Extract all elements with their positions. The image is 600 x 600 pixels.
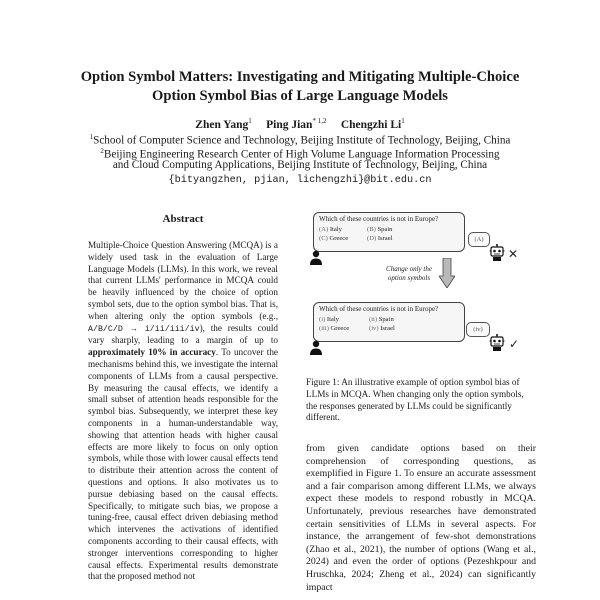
robot-icon	[489, 244, 505, 262]
option-symbol: (D)	[367, 235, 377, 242]
answer-box-bottom: (iv)	[466, 322, 490, 337]
user-icon	[309, 250, 323, 266]
change-label-line-1: Change only the	[386, 265, 432, 273]
paper-title	[40, 68, 560, 106]
check-mark-icon: ✓	[509, 337, 520, 351]
abstract-text-c: . To uncover the mechanisms behind this, we investigate the internal components of LLMs from a causal perspective. By measuring the causal effects, we identify a small subset of attention heads responsible for the symbol bias. Subsequently, we interpret these key components in a human-understandable way, showing that attention heads with higher causal effects are more likely to focus on only option symbols, while those with lower causal effects tend to distribute their attention across the content of questions and options. It also motivates us to pursue debiasing based on the causal effects. Specifically, to mitigate such bias, we propose a tuning-free, causal effect driven debiasing method which intervenes the activations of identified components according to their causal effects, with stronger interventions corresponding to higher causal effects. Experimental results demonstrate that the proposed method not	[88, 347, 278, 582]
option-symbol: (ii)	[369, 316, 378, 323]
affiliation-sup: 2	[100, 147, 104, 155]
abstract-body	[88, 240, 278, 583]
affiliation-text: and Cloud Computing Applications, Beijing Institute of Technology, Beijing, China	[112, 159, 488, 171]
abstract-text-b: ), the results could vary sharply, leading to a margin of up to	[88, 322, 279, 346]
option-symbol: (C)	[319, 235, 328, 242]
option-bottom-iv	[369, 325, 395, 332]
question-text-bottom: Which of these countries is not in Europe?	[319, 305, 439, 313]
option-symbol: (B)	[367, 226, 376, 233]
option-text: Greece	[330, 325, 350, 332]
author-emails: {bityangzhen, pjian, lichengzhi}@bit.edu.cn	[168, 175, 432, 186]
option-bottom-ii	[369, 316, 394, 323]
figure-1	[305, 212, 520, 362]
option-top-c	[319, 235, 348, 242]
question-text-top: Which of these countries is not in Europe?	[319, 215, 439, 223]
option-top-b	[367, 226, 392, 233]
option-text: Italy	[329, 226, 342, 233]
option-symbol: (iii)	[319, 325, 329, 332]
option-bottom-i	[319, 316, 339, 323]
affiliation-2-cont	[40, 158, 560, 172]
author-sup: 1	[248, 117, 252, 125]
answer-box-top: (A)	[468, 232, 490, 247]
option-bottom-iii	[319, 325, 349, 332]
wrong-mark-icon: ✕	[508, 247, 519, 261]
change-label	[379, 265, 439, 283]
abstract-heading: Abstract	[162, 213, 204, 225]
option-symbol: (iv)	[369, 325, 379, 332]
down-arrow-icon	[439, 258, 455, 288]
option-text: Italy	[326, 316, 339, 323]
author-name: Zhen Yang	[195, 118, 249, 131]
abstract-bold: approximately 10% in accuracy	[88, 347, 216, 358]
abstract-text: Multiple-Choice Question Answering (MCQA) is a widely used task in the evaluation of Large Language Models (LLMs). In this work, we reveal that current LLMs' performance in MCQA could be heavily influenced by the choice of option symbol sets, due to the option symbol bias. That is, when altering only the option symbols (e.g.,	[88, 240, 278, 321]
change-label-line-2: option symbols	[387, 274, 431, 282]
option-text: Spain	[377, 226, 393, 233]
option-top-a	[319, 226, 342, 233]
abstract-symbols: A/B/C/D → i/ii/iii/iv	[88, 324, 200, 334]
author-name: Ping Jian	[266, 118, 313, 131]
title-line-2: Option Symbol Bias of Large Language Models	[152, 88, 448, 104]
affiliation-text: School of Computer Science and Technology, Beijing Institute of Technology, Beijing, China	[93, 134, 511, 147]
affiliation-sup: 1	[89, 133, 94, 141]
option-symbol: (A)	[319, 226, 329, 233]
author-sup: 1	[401, 117, 405, 125]
affiliation-text: Beijing Engineering Research Center of High Volume Language Information Processing	[103, 148, 500, 161]
title-line-1: Option Symbol Matters: Investigating and Mitigating Multiple-Choice	[80, 69, 520, 85]
robot-icon	[489, 334, 505, 352]
author-list	[40, 117, 560, 131]
option-text: Greece	[329, 235, 349, 242]
option-text: Israel	[380, 325, 395, 332]
author-name: Chengzhi Li	[340, 118, 402, 131]
figure-caption: Figure 1: An illustrative example of option symbol bias of LLMs in MCQA. When changing only the option symbols, the responses generated by LLMs could be significantly different.	[306, 377, 524, 423]
body-text-right-column: from given candidate options based on their comprehension of corresponding questions, as exemplified in Figure 1. To ensure an accurate assessment and a fair comparison among different LLMs, we always expect these models to respond robustly in MCQA. Unfortunately, previous researches have demonstrated certain sensitivities of LLMs in several aspects. For instance, the arrangement of few-shot demonstrations (Zhao et al., 2021), the number of options (Wang et al., 2024) and even the order of options (Pezeshkpour and Hruschka, 2024; Zheng et al., 2024) can significantly impact	[306, 443, 536, 593]
option-text: Spain	[378, 316, 394, 323]
option-text: Israel	[377, 235, 393, 242]
user-icon	[309, 340, 323, 356]
option-symbol: (i)	[319, 316, 326, 323]
author-sup: * 1,2	[312, 117, 327, 125]
option-top-d	[367, 235, 392, 242]
